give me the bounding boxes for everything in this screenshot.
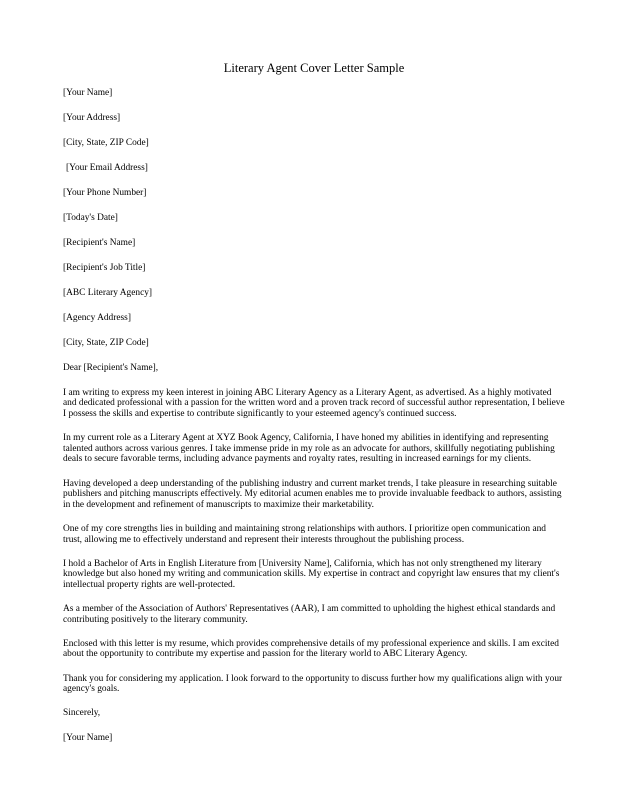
sender-city-state-zip: [City, State, ZIP Code] — [63, 137, 149, 148]
sender-phone: [Your Phone Number] — [63, 187, 147, 198]
paragraph-intro: I am writing to express my keen interest in joining ABC Literary Agency as a Literary Agent, as advertised. As a highly motivated and dedicated professional with a passion for the written word and a proven track record of successful author representation, I believe I possess the skills and expertise to contribute significantly to your esteemed agency's continued success. — [63, 387, 565, 419]
paragraph-current-role: In my current role as a Literary Agent at XYZ Book Agency, California, I have honed my abilities in identifying and representing talented authors across various genres. I take immense pride in my role as an advocate for authors, skillfully negotiating publishing deals to secure favorable terms, including advance payments and royalty rates, resulting in increased earnings for my clients. — [63, 433, 555, 465]
recipient-agency-address: [Agency Address] — [63, 312, 131, 323]
paragraph-enclosure: Enclosed with this letter is my resume, which provides comprehensive details of my professional experience and skills. I am excited about the opportunity to contribute my expertise and passion for the literary world to ABC Literary Agency. — [63, 638, 559, 660]
closing: Sincerely, — [63, 708, 101, 719]
letter-date: [Today's Date] — [63, 212, 118, 223]
paragraph-thanks: Thank you for considering my application. I look forward to the opportunity to discuss further how my qualifications align with your agency's goals. — [63, 673, 563, 695]
paragraph-membership: As a member of the Association of Authors' Representatives (AAR), I am committed to upholding the highest ethical standards and contributing positively to the literary community. — [63, 604, 556, 625]
recipient-job-title: [Recipient's Job Title] — [63, 262, 146, 273]
recipient-name: [Recipient's Name] — [63, 237, 136, 248]
recipient-city-state-zip: [City, State, ZIP Code] — [63, 337, 149, 348]
salutation: Dear [Recipient's Name], — [63, 362, 159, 373]
sender-name: [Your Name] — [63, 88, 113, 98]
signature: [Your Name] — [63, 733, 113, 744]
recipient-agency: [ABC Literary Agency] — [63, 287, 153, 298]
paragraph-core-strengths: One of my core strengths lies in building and maintaining strong relationships with authors. I prioritize open communication and trust, allowing me to effectively understand and represent their interests throughout the publishing process. — [63, 523, 546, 545]
paragraph-education: I hold a Bachelor of Arts in English Literature from [University Name], California, which has not only strengthened my literary knowledge but also honed my writing and communication skills. My expertise in contract and copyright law ensures that my client's intellectual property rights are well-protected. — [63, 558, 560, 590]
sender-email-row — [63, 163, 566, 174]
paragraph-industry-knowledge: Having developed a deep understanding of the publishing industry and current market trends, I take pleasure in researching suitable publishers and pitching manuscripts effectively. My editorial acumen enables me to provide invaluable feedback to authors, assisting in the development and refinement of manuscripts to maximize their marketability. — [63, 478, 562, 510]
sender-address: [Your Address] — [63, 112, 121, 123]
letter-body — [63, 88, 566, 758]
document-title: Literary Agent Cover Letter Sample — [223, 61, 405, 75]
sender-email: [Your Email Address] — [66, 162, 148, 173]
